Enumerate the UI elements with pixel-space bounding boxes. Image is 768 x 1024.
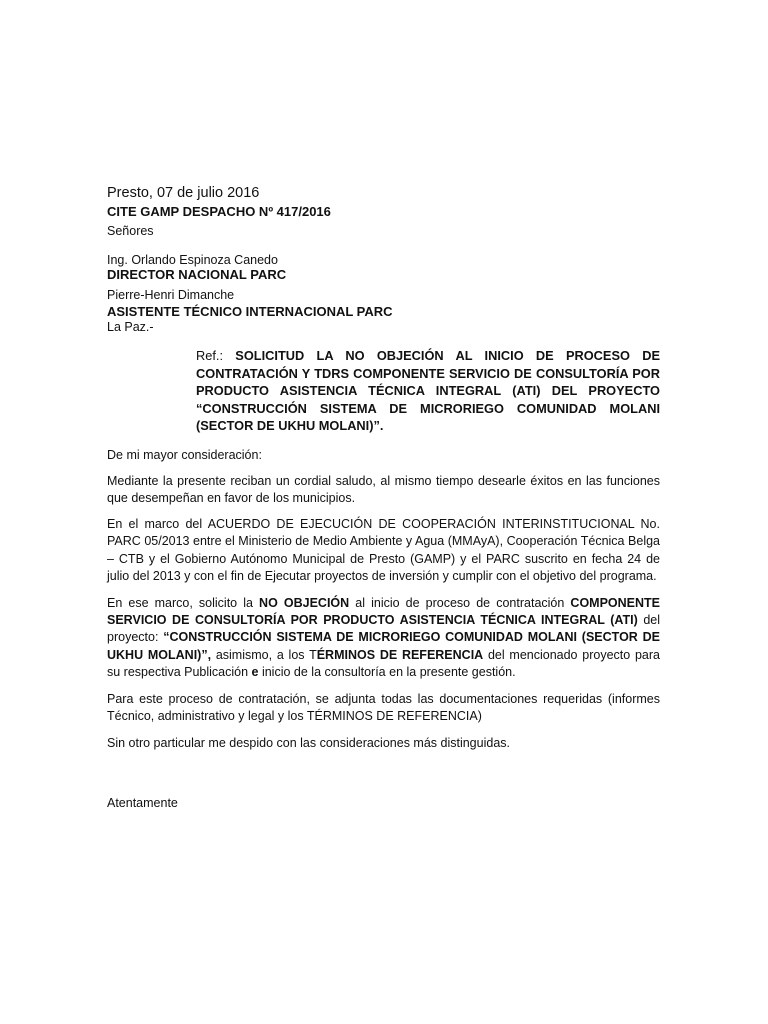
request-text-6: inicio de la consultoría en la presente gestión. bbox=[258, 664, 516, 679]
salutation-header: Señores bbox=[107, 224, 154, 238]
greeting: De mi mayor consideración: bbox=[107, 447, 262, 462]
cite-reference: CITE GAMP DESPACHO Nº 417/2016 bbox=[107, 204, 331, 219]
request-text-3: del proyecto: bbox=[107, 613, 660, 645]
recipient-1-name: Ing. Orlando Espinoza Canedo bbox=[107, 253, 278, 267]
recipients bbox=[107, 253, 660, 335]
recipient-city: La Paz.- bbox=[107, 320, 154, 334]
request-bold-3: “CONSTRUCCIÓN SISTEMA DE MICRORIEGO COMUNIDAD MOLANI (SECTOR DE UKHU MOLANI)”, bbox=[107, 630, 660, 662]
paragraph-farewell: Sin otro particular me despido con las consideraciones más distinguidas. bbox=[107, 736, 510, 751]
paragraph-agreement: En el marco del ACUERDO DE EJECUCIÓN DE COOPERACIÓN INTERINSTITUCIONAL No. PARC 05/2013 entre el Ministerio de Medio Ambiente y Agua (MMAyA), Cooperación Técnica Belga – CTB y el Gobierno Autónomo Municipal de Presto (GAMP) y el PARC suscrito en fecha 24 de julio del 2013 y con el fin de Ejecutar proyectos de inversión y cumplir con el objetivo del programa. bbox=[107, 517, 660, 583]
letter-date: Presto, 07 de julio 2016 bbox=[107, 185, 260, 201]
request-text-1: En ese marco, solicito la bbox=[107, 595, 260, 610]
letter-body bbox=[107, 184, 660, 823]
closing: Atentamente bbox=[107, 795, 178, 810]
request-text-2: al inicio de proceso de contratación bbox=[349, 595, 571, 610]
paragraph-intro: Mediante la presente reciban un cordial saludo, al mismo tiempo desearle éxitos en las funciones que desempeñan en favor de los municipios. bbox=[107, 473, 660, 505]
paragraph-request bbox=[107, 595, 660, 681]
request-text-4: asimismo, a los T bbox=[211, 647, 317, 662]
request-bold-5: e bbox=[251, 664, 259, 679]
request-bold-4: ÉRMINOS DE REFERENCIA bbox=[316, 647, 484, 662]
request-text-5: del mencionado proyecto para su respectiva Publicación bbox=[107, 647, 660, 679]
recipient-2-name: Pierre-Henri Dimanche bbox=[107, 288, 235, 302]
request-bold-2: COMPONENTE SERVICIO DE CONSULTORÍA POR PRODUCTO ASISTENCIA TÉCNICA INTEGRAL (ATI) bbox=[107, 595, 661, 628]
reference-block bbox=[196, 347, 660, 435]
reference-text: SOLICITUD LA NO OBJECIÓN AL INICIO DE PROCESO DE CONTRATACIÓN Y TDRS COMPONENTE SERVICIO DE CONSULTORÍA POR PRODUCTO ASISTENCIA TÉCNICA INTEGRAL (ATI) DEL PROYECTO “CONSTRUCCIÓN SISTEMA DE MICRORIEGO COMUNIDAD MOLANI (SECTOR DE UKHU MOLANI)”. bbox=[196, 348, 660, 433]
recipient-2-title: ASISTENTE TÉCNICO INTERNACIONAL PARC bbox=[107, 304, 393, 319]
paragraph-attachments: Para este proceso de contratación, se adjunta todas las documentaciones requeridas (informes Técnico, administrativo y legal y los TÉRMINOS DE REFERENCIA) bbox=[107, 691, 660, 724]
request-bold-1: NO OBJECIÓN bbox=[259, 595, 350, 610]
recipient-1-title: DIRECTOR NACIONAL PARC bbox=[107, 267, 287, 282]
reference-label: Ref.: bbox=[196, 348, 224, 363]
